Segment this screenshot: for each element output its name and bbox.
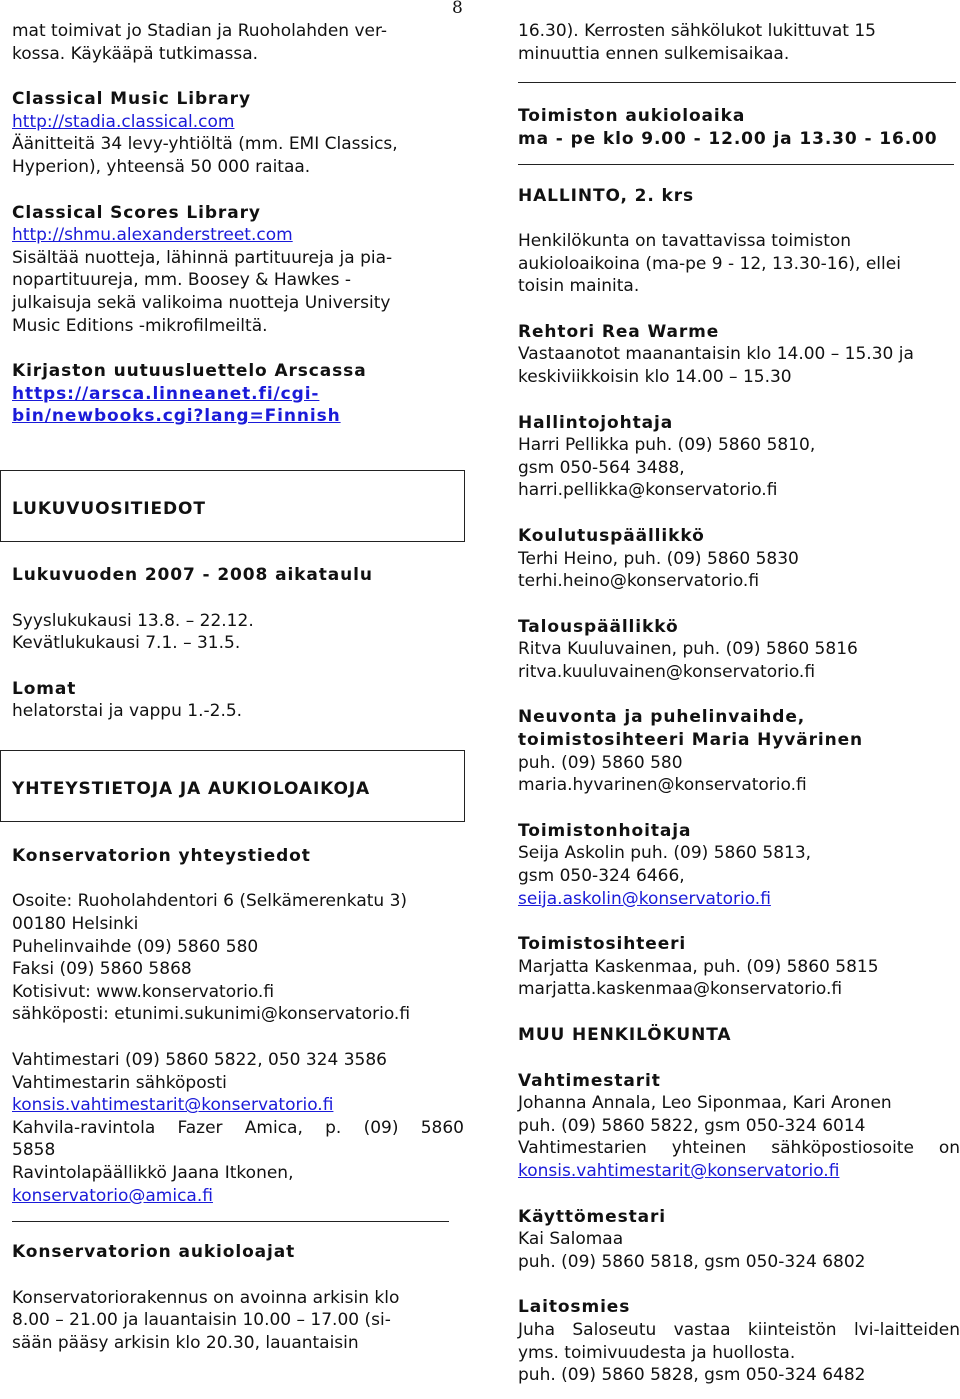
separator-rule — [12, 1221, 449, 1222]
toimistonhoitaja-line: Seija Askolin puh. (09) 5860 5813, — [518, 843, 812, 864]
vahtimestarit-title: Vahtimestarit — [518, 1070, 661, 1091]
address-line: Puhelinvaihde (09) 5860 580 — [12, 936, 259, 957]
vahti-line: Vahtimestarin sähköposti — [12, 1072, 227, 1093]
lomat-title: Lomat — [12, 678, 77, 699]
intro-line: mat toimivat jo Stadian ja Ruoholahden ver- — [12, 21, 388, 41]
csl-link[interactable]: http://shmu.alexanderstreet.com — [12, 225, 293, 246]
schedule-line: Kevätlukukausi 7.1. – 31.5. — [12, 633, 241, 654]
toimisto-hours: ma - pe klo 9.00 - 12.00 ja 13.30 - 16.00 — [518, 128, 938, 149]
schedule-line: Syyslukukausi 13.8. – 22.12. — [12, 610, 254, 631]
neuvonta-title: Neuvonta ja puhelinvaihde, — [518, 707, 806, 728]
lukuvuositiedot-box — [0, 470, 465, 542]
vahtimestarit-line: Johanna Annala, Leo Siponmaa, Kari Aronen — [518, 1093, 892, 1114]
vahtimestarit-line: puh. (09) 5860 5822, gsm 050-324 6014 — [518, 1115, 866, 1136]
aukiolo-line: Konservatoriorakennus on avoinna arkisin klo — [12, 1287, 400, 1308]
rehtori-line: keskiviikkoisin klo 14.00 – 15.30 — [518, 366, 792, 387]
cont-line: 16.30). Kerrosten sähkölukot lukittuvat 15 — [518, 21, 876, 41]
kahvila-line: Kahvila-ravintola Fazer Amica, p. (09) 5860 — [12, 1117, 464, 1138]
address-line: sähköposti: etunimi.sukunimi@konservatorio.fi — [12, 1004, 411, 1025]
intro-line: kossa. Käykääpä tutkimassa. — [12, 43, 259, 64]
cml-text: Äänitteitä 34 levy-yhtiöltä (mm. EMI Classics, — [12, 134, 398, 155]
cml-text: Hyperion), yhteensä 50 000 raitaa. — [12, 156, 311, 177]
csl-text: julkaisuja sekä valikoima nuotteja University — [12, 292, 391, 313]
kahvila-line: 5858 — [12, 1140, 56, 1161]
toimistonhoitaja-title: Toimistonhoitaja — [518, 820, 692, 841]
vahti-email-link[interactable]: konsis.vahtimestarit@konservatorio.fi — [12, 1095, 334, 1116]
yhteystiedot-title: Konservatorion yhteystiedot — [12, 845, 311, 866]
address-line: 00180 Helsinki — [12, 914, 139, 935]
separator-rule — [518, 164, 954, 165]
kayttomestari-line: puh. (09) 5860 5818, gsm 050-324 6802 — [518, 1251, 866, 1272]
aukioloajat-title: Konservatorion aukioloajat — [12, 1242, 296, 1263]
address-line: Kotisivut: www.konservatorio.fi — [12, 981, 275, 1002]
toimistosihteeri-line: Marjatta Kaskenmaa, puh. (09) 5860 5815 — [518, 956, 879, 977]
vahtimestarit-line: Vahtimestarien yhteinen sähköpostiosoite on — [518, 1138, 960, 1159]
cont-line: minuuttia ennen sulkemisaikaa. — [518, 43, 790, 64]
yhteystietoja-box — [0, 750, 465, 822]
vahtimestarit-email-link[interactable]: konsis.vahtimestarit@konservatorio.fi — [518, 1160, 840, 1181]
koulutus-line: Terhi Heino, puh. (09) 5860 5830 — [518, 548, 799, 569]
left-column — [12, 20, 464, 1355]
muu-henkilokunta-title: MUU HENKILÖKUNTA — [518, 1025, 732, 1045]
talous-line: ritva.kuuluvainen@konservatorio.fi — [518, 661, 816, 682]
right-column — [518, 20, 960, 1387]
kayttomestari-title: Käyttömestari — [518, 1206, 667, 1227]
toimistonhoitaja-email-link[interactable]: seija.askolin@konservatorio.fi — [518, 888, 771, 909]
laitosmies-line: Juha Saloseutu vastaa kiinteistön lvi-laitteiden — [518, 1319, 960, 1340]
kirjasto-link[interactable]: bin/newbooks.cgi?lang=Finnish — [12, 406, 341, 427]
schedule-title: Lukuvuoden 2007 - 2008 aikataulu — [12, 564, 373, 585]
rehtori-title: Rehtori Rea Warme — [518, 321, 720, 342]
csl-text: Sisältää nuotteja, lähinnä partituureja ja pia- — [12, 247, 393, 268]
hallintojohtaja-line: harri.pellikka@konservatorio.fi — [518, 480, 778, 501]
toimistosihteeri-line: marjatta.kaskenmaa@konservatorio.fi — [518, 979, 843, 1000]
csl-text: Music Editions -mikrofilmeiltä. — [12, 315, 268, 336]
rehtori-line: Vastaanotot maanantaisin klo 14.00 – 15.30 ja — [518, 344, 914, 365]
talous-line: Ritva Kuuluvainen, puh. (09) 5860 5816 — [518, 639, 858, 660]
kahvila-line: Ravintolapäällikkö Jaana Itkonen, — [12, 1163, 294, 1183]
laitosmies-line: yms. toimivuudesta ja huollosta. — [518, 1342, 796, 1363]
hallinto-title: HALLINTO, 2. krs — [518, 186, 695, 207]
toimistosihteeri-title: Toimistosihteeri — [518, 934, 687, 955]
aukiolo-line: 8.00 – 21.00 ja lauantaisin 10.00 – 17.00 (si- — [12, 1310, 391, 1331]
cml-title: Classical Music Library — [12, 89, 251, 110]
koulutus-line: terhi.heino@konservatorio.fi — [518, 571, 760, 592]
address-line: Osoite: Ruoholahdentori 6 (Selkämerenkatu 3) — [12, 891, 408, 912]
address-line: Faksi (09) 5860 5868 — [12, 959, 192, 980]
cml-link[interactable]: http://stadia.classical.com — [12, 111, 235, 132]
neuvonta-line: maria.hyvarinen@konservatorio.fi — [518, 775, 807, 796]
laitosmies-line: puh. (09) 5860 5828, gsm 050-324 6482 — [518, 1365, 866, 1386]
hallinto-line: aukioloaikoina (ma-pe 9 - 12, 13.30-16), ellei — [518, 253, 901, 274]
csl-title: Classical Scores Library — [12, 202, 261, 223]
neuvonta-title: toimistosihteeri Maria Hyvärinen — [518, 730, 864, 751]
kayttomestari-line: Kai Salomaa — [518, 1229, 624, 1250]
yhteystietoja-heading: YHTEYSTIETOJA JA AUKIOLOAIKOJA — [12, 778, 371, 799]
talous-title: Talouspäällikkö — [518, 616, 679, 637]
page-number: 8 — [452, 0, 463, 18]
hallintojohtaja-line: gsm 050-564 3488, — [518, 457, 685, 478]
lomat-text: helatorstai ja vappu 1.-2.5. — [12, 701, 243, 722]
toimisto-title: Toimiston aukioloaika — [518, 106, 746, 127]
kirjasto-link[interactable]: https://arsca.linneanet.fi/cgi- — [12, 383, 320, 404]
aukiolo-line: sään pääsy arkisin klo 20.30, lauantaisin — [12, 1332, 359, 1353]
kirjasto-title: Kirjaston uutuusluettelo Arscassa — [12, 361, 367, 382]
hallintojohtaja-title: Hallintojohtaja — [518, 412, 674, 433]
laitosmies-title: Laitosmies — [518, 1297, 631, 1318]
amica-email-link[interactable]: konservatorio@amica.fi — [12, 1185, 213, 1206]
separator-rule — [518, 82, 956, 83]
neuvonta-line: puh. (09) 5860 580 — [518, 752, 683, 773]
vahti-line: Vahtimestari (09) 5860 5822, 050 324 3586 — [12, 1050, 387, 1071]
toimistonhoitaja-line: gsm 050-324 6466, — [518, 866, 685, 887]
koulutus-title: Koulutuspäällikkö — [518, 525, 705, 546]
hallinto-line: toisin mainita. — [518, 276, 640, 297]
csl-text: nopartituureja, mm. Boosey & Hawkes - — [12, 270, 352, 291]
hallintojohtaja-line: Harri Pellikka puh. (09) 5860 5810, — [518, 435, 816, 456]
hallinto-line: Henkilökunta on tavattavissa toimiston — [518, 230, 852, 251]
lukuvuositiedot-heading: LUKUVUOSITIEDOT — [12, 498, 206, 519]
